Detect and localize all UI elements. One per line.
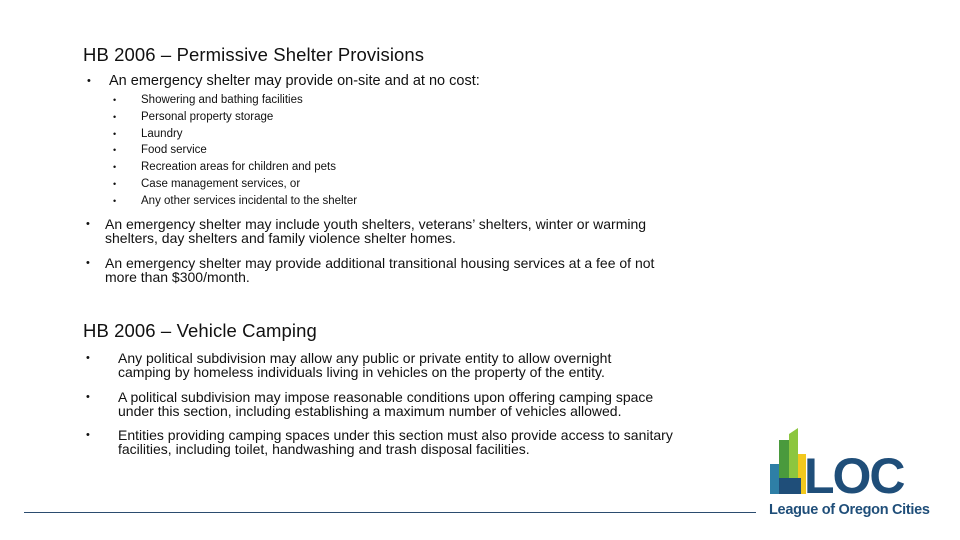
- point-line-1: An emergency shelter may include youth shelters, veterans’ shelters, winter or warming: [105, 216, 647, 232]
- point-line-1: Entities providing camping spaces under this section must also provide access to sanitary: [118, 427, 673, 443]
- list-item-text: Laundry: [141, 127, 183, 140]
- camping-point: [86, 390, 756, 420]
- bullet-marker: •: [87, 75, 91, 87]
- bullet-marker: •: [113, 195, 117, 206]
- list-item-text: Personal property storage: [141, 110, 274, 123]
- point-line-2: under this section, including establishing a maximum number of vehicles allowed.: [118, 403, 622, 419]
- camping-point: [86, 351, 756, 381]
- logo-bar-base: [779, 478, 801, 494]
- logo-bar-teal: [770, 464, 779, 494]
- point-line-2: facilities, including toilet, handwashing and trash disposal facilities.: [118, 441, 530, 457]
- bullet-marker: •: [86, 352, 90, 364]
- list-item-text: Food service: [141, 144, 207, 157]
- point-line-1: Any political subdivision may allow any public or private entity to allow overnight: [118, 350, 612, 366]
- point-line-2: shelters, day shelters and family violence shelter homes.: [105, 230, 456, 246]
- intro-bullet: [87, 74, 687, 90]
- bullet-marker: •: [86, 391, 90, 403]
- bullet-marker: •: [113, 178, 117, 189]
- section-title-shelter: HB 2006 – Permissive Shelter Provisions: [83, 44, 425, 65]
- list-item-text: Showering and bathing facilities: [141, 94, 303, 106]
- bullet-marker: •: [86, 218, 90, 230]
- point-line-2: camping by homeless individuals living in vehicles on the property of the entity.: [118, 364, 605, 380]
- shelter-point: [86, 217, 766, 247]
- bullet-marker: •: [86, 257, 90, 269]
- logo-wordmark: LOC: [804, 448, 904, 504]
- shelter-point: [86, 256, 766, 286]
- bullet-marker: •: [113, 128, 117, 139]
- logo-tagline: League of Oregon Cities: [769, 502, 930, 518]
- list-item-text: Case management services, or: [141, 177, 301, 190]
- section-title-vehicle-camping: HB 2006 – Vehicle Camping: [83, 320, 317, 341]
- list-item-text: Recreation areas for children and pets: [141, 161, 336, 174]
- bullet-marker: •: [113, 162, 117, 173]
- list-item-text: Any other services incidental to the shelter: [141, 194, 358, 207]
- bullet-marker: •: [113, 145, 117, 156]
- point-line-1: A political subdivision may impose reasonable conditions upon offering camping space: [118, 389, 654, 405]
- point-line-1: An emergency shelter may provide additional transitional housing services at a fee of not: [105, 255, 655, 271]
- bullet-marker: •: [113, 111, 117, 122]
- camping-point: [86, 428, 756, 458]
- bullet-marker: •: [86, 429, 90, 441]
- point-line-2: more than $300/month.: [105, 269, 250, 285]
- bullet-marker: •: [113, 95, 117, 105]
- footer-rule: [24, 512, 756, 513]
- intro-text: An emergency shelter may provide on-site and at no cost:: [109, 73, 480, 89]
